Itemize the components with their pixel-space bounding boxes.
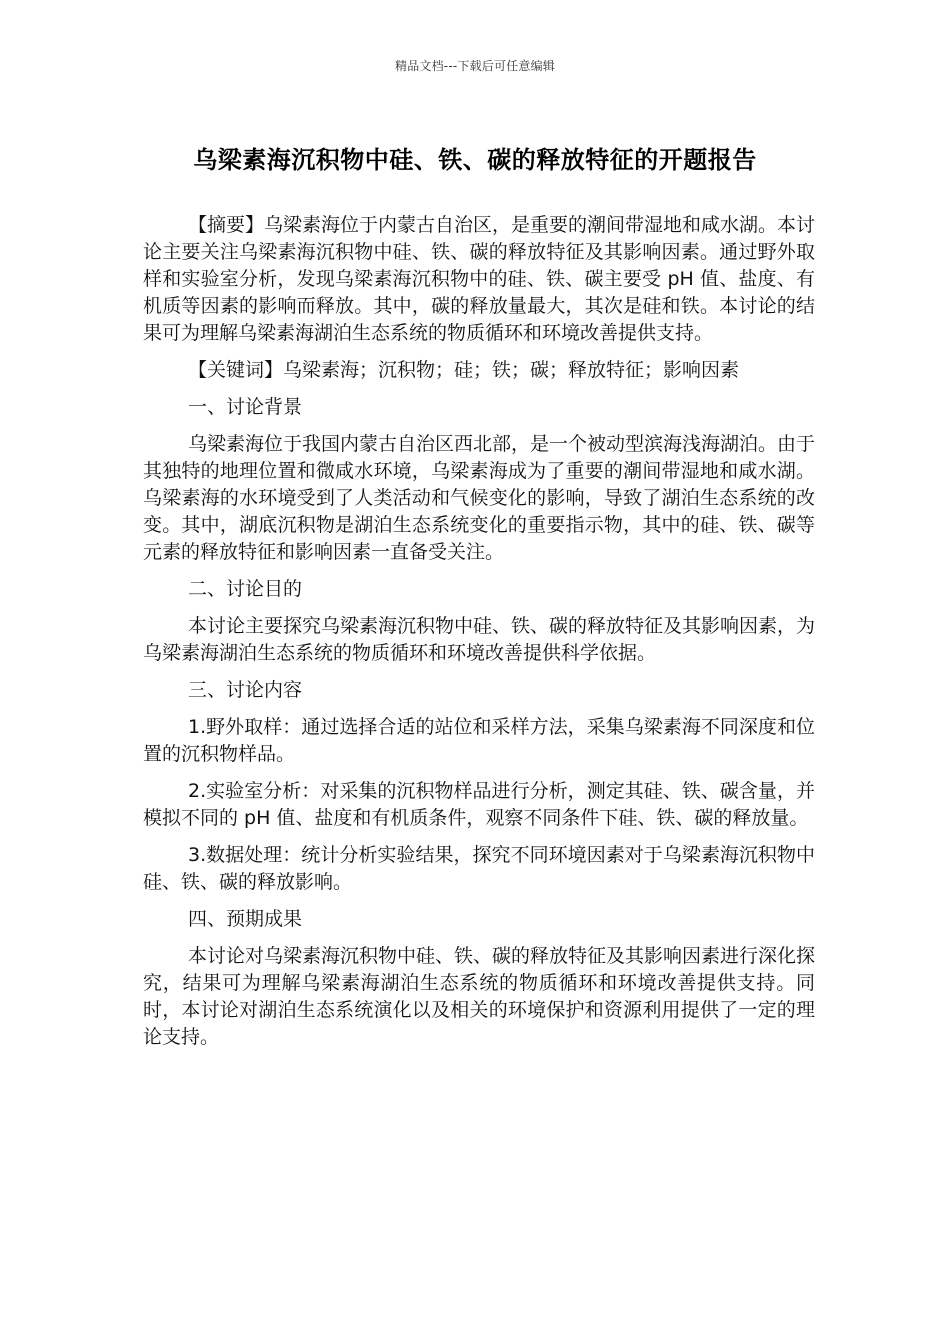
outcomes-paragraph: 本讨论对乌梁素海沉积物中硅、铁、碳的释放特征及其影响因素进行深化探究，结果可为理解乌梁素海湖泊生态系统的物质循环和环境改善提供支持。同时，本讨论对湖泊生态系统演化以及相关的环境保护和资源利用提供了一定的理论支持。 xyxy=(143,945,816,1048)
section-heading-content: 三、讨论内容 xyxy=(188,679,303,701)
section-heading-outcomes: 四、预期成果 xyxy=(188,908,303,930)
background-paragraph: 乌梁素海位于我国内蒙古自治区西北部，是一个被动型滨海浅海湖泊。由于其独特的地理位置和微咸水环境，乌梁素海成为了重要的潮间带湿地和咸水湖。乌梁素海的水环境受到了人类活动和气候变化的影响，导致了湖泊生态系统的改变。其中，湖底沉积物是湖泊生态系统变化的重要指示物，其中的硅、铁、碳等元素的释放特征和影响因素一直备受关注。 xyxy=(143,433,816,563)
document-title: 乌梁素海沉积物中硅、铁、碳的释放特征的开题报告 xyxy=(193,146,757,174)
content-item-data-processing: 3.数据处理：统计分析实验结果，探究不同环境因素对于乌梁素海沉积物中硅、铁、碳的释放影响。 xyxy=(143,844,815,893)
section-heading-purpose: 二、讨论目的 xyxy=(188,578,303,600)
content-item-lab-analysis: 2.实验室分析：对采集的沉积物样品进行分析，测定其硅、铁、碳含量，并模拟不同的 pH 值、盐度和有机质条件，观察不同条件下硅、铁、碳的释放量。 xyxy=(143,780,815,829)
abstract-paragraph: 【摘要】乌梁素海位于内蒙古自治区，是重要的潮间带湿地和咸水湖。本讨论主要关注乌梁素海沉积物中硅、铁、碳的释放特征及其影响因素。通过野外取样和实验室分析，发现乌梁素海沉积物中的硅、铁、碳主要受 pH 值、盐度、有机质等因素的影响而释放。其中，碳的释放量最大，其次是硅和铁。本讨论的结果可为理解乌梁素海湖泊生态系统的物质循环和环境改善提供支持。 xyxy=(143,214,816,344)
purpose-paragraph: 本讨论主要探究乌梁素海沉积物中硅、铁、碳的释放特征及其影响因素，为乌梁素海湖泊生态系统的物质循环和环境改善提供科学依据。 xyxy=(143,615,816,664)
header-watermark: 精品文档---下载后可任意编辑 xyxy=(395,59,555,73)
section-heading-background: 一、讨论背景 xyxy=(188,396,303,418)
content-item-sampling: 1.野外取样：通过选择合适的站位和采样方法，采集乌梁素海不同深度和位置的沉积物样品。 xyxy=(143,716,815,765)
document-body xyxy=(143,212,815,1061)
keywords-paragraph: 【关键词】乌梁素海；沉积物；硅；铁；碳；释放特征；影响因素 xyxy=(188,359,740,381)
